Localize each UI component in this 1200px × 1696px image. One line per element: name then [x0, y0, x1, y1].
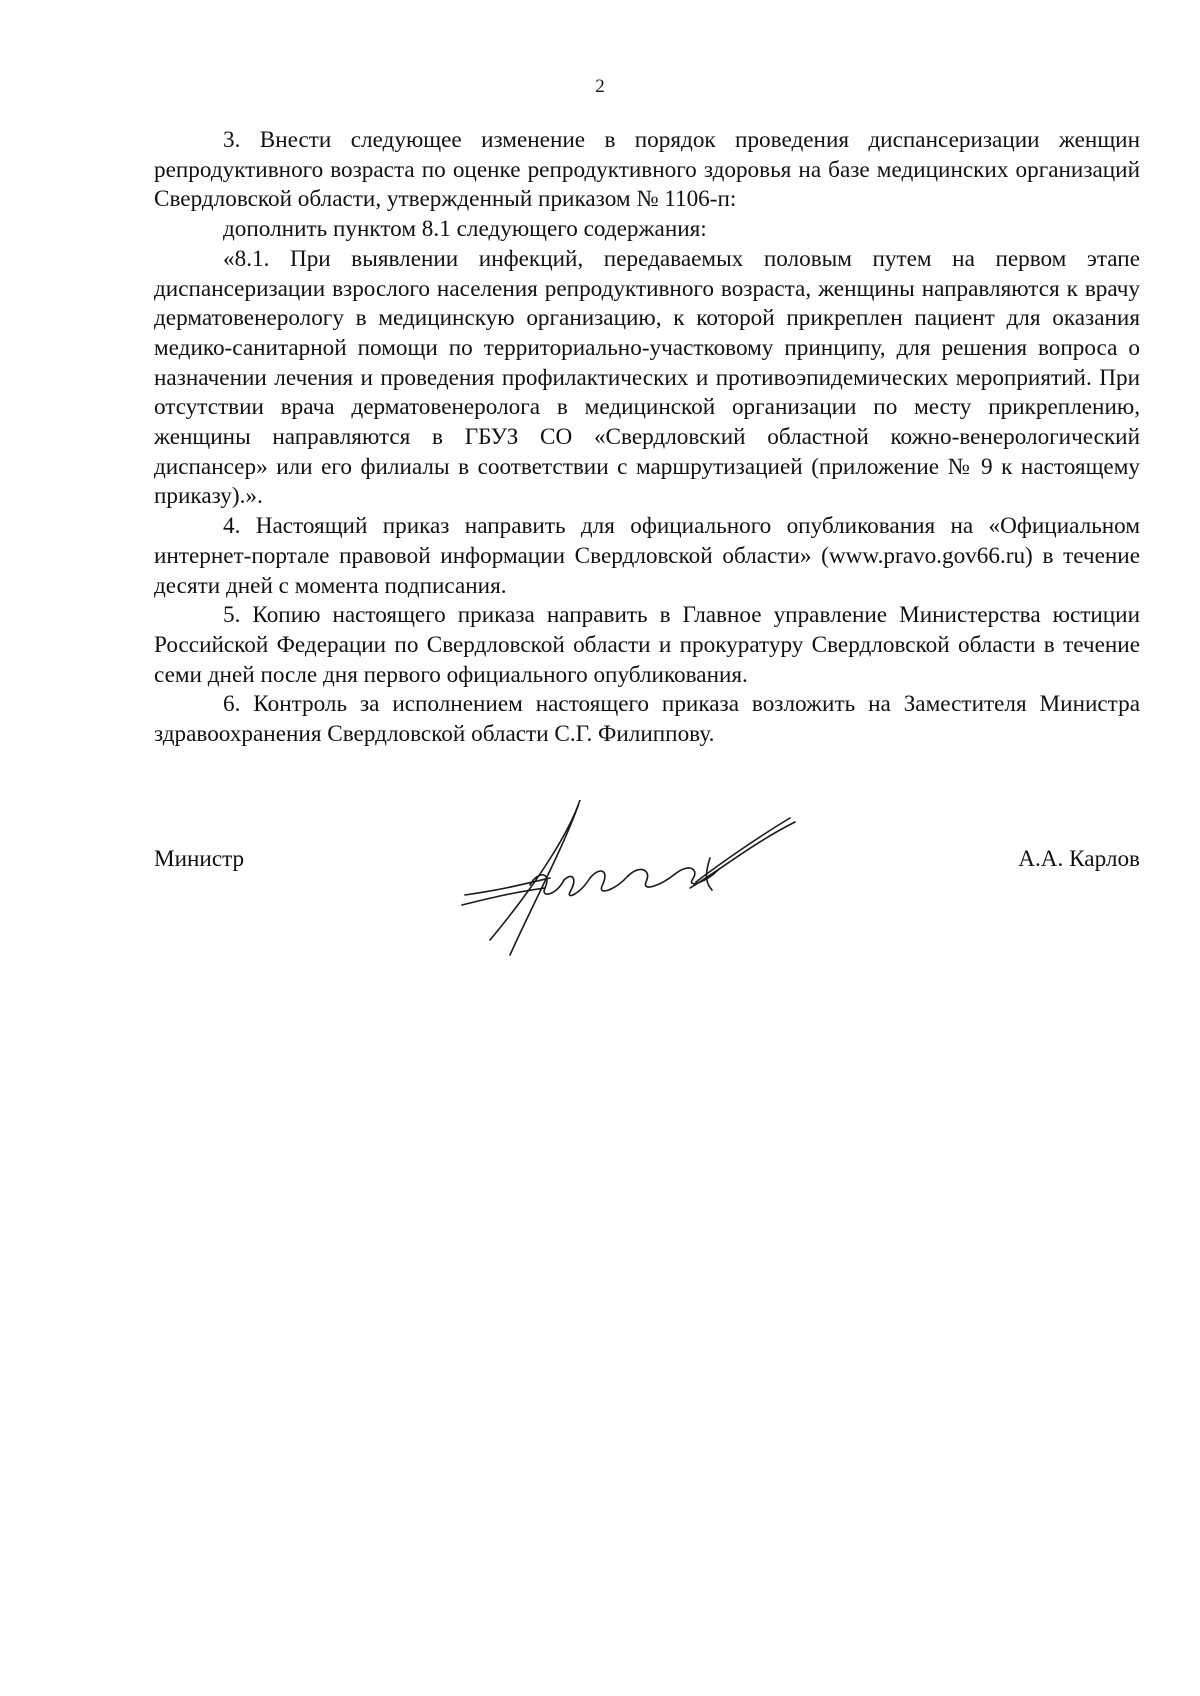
handwritten-signature [460, 800, 800, 960]
paragraph-supplement-intro: дополнить пунктом 8.1 следующего содержания: [223, 216, 707, 243]
signer-title: Министр [154, 846, 245, 872]
paragraph-item-6: 6. Контроль за исполнением настоящего приказа возложить на Заместителя Министра здравоохранения Свердловской области С.Г. Филиппову. [154, 691, 1140, 748]
document-body [154, 126, 1140, 750]
page-number: 2 [595, 76, 605, 97]
paragraph-item-4: 4. Настоящий приказ направить для официального опубликования на «Официальном интернет-портале правовой информации Свердловской области» (www.pravo.gov66.ru) в течение десяти дней с момента подписания. [154, 513, 1140, 599]
paragraph-clause-8-1: «8.1. При выявлении инфекций, передаваемых половым путем на первом этапе диспансеризации взрослого населения репродуктивного возраста, женщины направляются к врачу дерматовенерологу в медицинскую организацию, к которой прикреплен пациент для оказания медико-санитарной помощи по территориально-участковому принципу, для решения вопроса о назначении лечения и проведения профилактических и противоэпидемических мероприятий. При отсутствии врача дерматовенеролога в медицинской организации по месту прикреплению, женщины направляются в ГБУЗ СО «Свердловский областной кожно-венерологический диспансер» или его филиалы в соответствии с маршрутизацией (приложение № 9 к настоящему приказу).». [154, 245, 1140, 510]
paragraph-item-3: 3. Внести следующее изменение в порядок проведения диспансеризации женщин репродуктивного возраста по оценке репродуктивного здоровья на базе медицинских организаций Свердловской области, утвержденный приказом № 1106-п: [154, 127, 1140, 213]
signer-name: А.А. Карлов [1018, 846, 1140, 872]
paragraph-item-5: 5. Копию настоящего приказа направить в Главное управление Министерства юстиции Российской Федерации по Свердловской области и прокуратуру Свердловской области в течение семи дней после дня первого официального опубликования. [154, 602, 1140, 688]
